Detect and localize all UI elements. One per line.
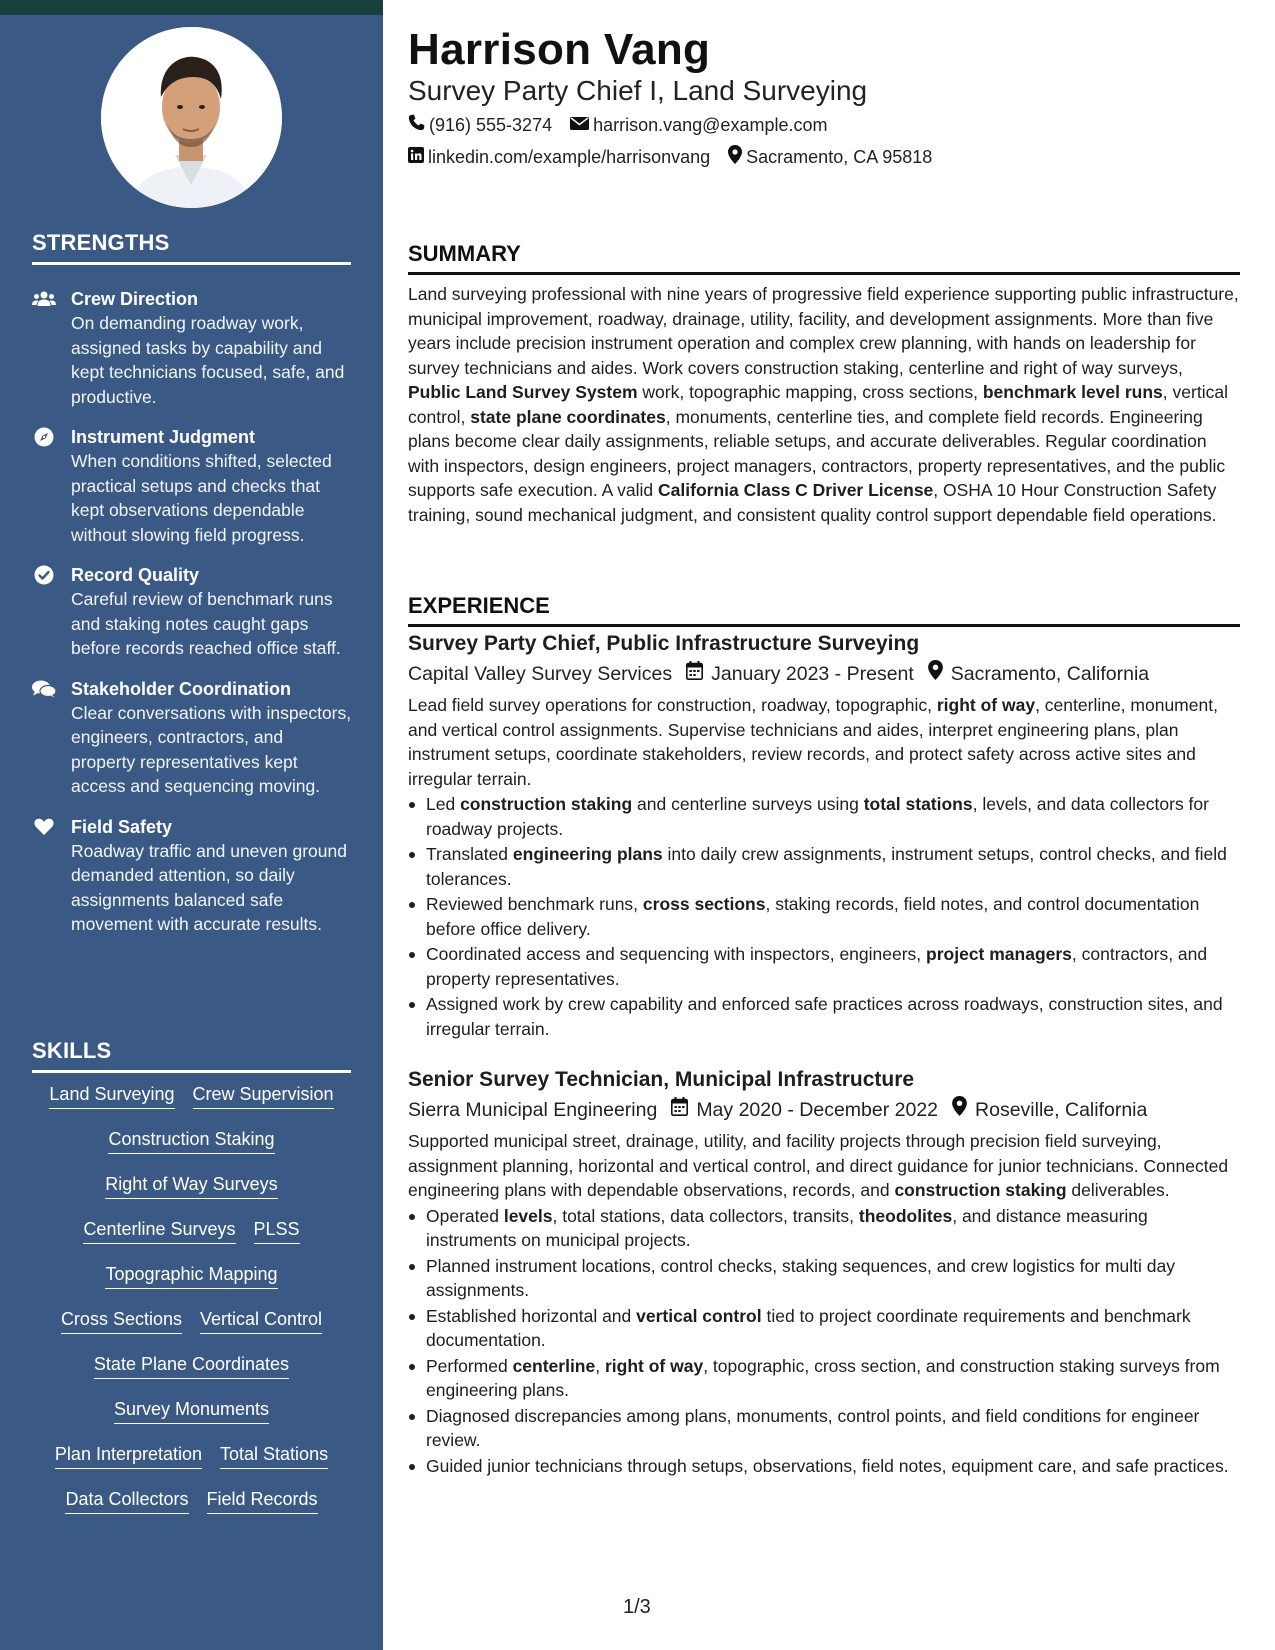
job-bullets <box>408 792 1240 1041</box>
skill-row <box>32 1128 351 1173</box>
strength-description: Roadway traffic and uneven ground demanded attention, so daily assignments balanced safe movement with accurate results. <box>71 840 347 934</box>
page-number: 1/3 <box>623 1596 651 1618</box>
calendar-icon <box>686 660 703 688</box>
bold-keyword: vertical control <box>636 1305 762 1326</box>
strength-item <box>32 425 352 547</box>
skill-tag: Topographic Mapping <box>105 1263 277 1289</box>
email-contact[interactable] <box>570 114 827 136</box>
company-name: Sierra Municipal Engineering <box>408 1099 658 1121</box>
skill-tag: Total Stations <box>220 1443 328 1469</box>
strength-title: Field Safety <box>71 816 173 837</box>
check-circle-icon <box>32 565 56 585</box>
strength-description: Clear conversations with inspectors, engineers, contractors, and property representatives kept access and sequencing moving. <box>71 702 352 796</box>
job-description: Supported municipal street, drainage, utility, and facility projects through precision field surveying, assignment planning, horizontal and vertical control, and direct guidance for junior technicians. Connected engineering plans with dependable observations, records, and construction staking deliverables. <box>408 1131 1229 1200</box>
bold-keyword: total stations <box>863 794 973 814</box>
job-dates-text: January 2023 - Present <box>711 663 914 685</box>
skill-tag: Data Collectors <box>65 1488 188 1514</box>
skill-tag: Field Records <box>207 1488 318 1514</box>
job-dates <box>686 660 914 688</box>
phone-icon <box>408 114 425 136</box>
heart-icon <box>32 817 56 837</box>
map-pin-icon <box>928 660 943 688</box>
strength-item <box>32 677 352 799</box>
skill-tag: PLSS <box>254 1218 300 1244</box>
skill-row <box>32 1173 351 1218</box>
bold-keyword: Public Land Survey System <box>408 382 638 402</box>
strength-title: Stakeholder Coordination <box>71 678 292 699</box>
strength-title: Instrument Judgment <box>71 427 256 447</box>
bold-keyword: centerline <box>512 1355 596 1376</box>
phone-text: (916) 555-3274 <box>429 115 553 135</box>
job-meta <box>408 660 1240 688</box>
bold-keyword: levels <box>503 1205 553 1226</box>
job-entry <box>408 630 1240 1042</box>
bold-keyword: project managers <box>926 944 1072 964</box>
skill-tag: Centerline Surveys <box>83 1218 235 1244</box>
bold-keyword: right of way <box>604 1355 704 1376</box>
bullet-item: Established horizontal and vertical control tied to project coordinate requirements and benchmark documentation. <box>408 1304 1240 1353</box>
job-description: Lead field survey operations for construction, roadway, topographic, right of way, centerline, monument, and vertical control assignments. Supervise technicians and aides, interpret engineering plans, plan instrument setups, coordinate stakeholders, review records, and protect safety across active sites and irregular terrain. <box>408 695 1218 789</box>
strength-title: Crew Direction <box>71 289 199 309</box>
skill-tag: Vertical Control <box>200 1308 322 1334</box>
candidate-name: Harrison Vang <box>408 25 711 74</box>
location-contact <box>728 145 932 169</box>
strength-item <box>32 563 352 661</box>
job-location-text: Sacramento, California <box>950 663 1150 685</box>
bold-keyword: theodolites <box>858 1205 953 1226</box>
bullet-item: Coordinated access and sequencing with inspectors, engineers, project managers, contractors, and property representatives. <box>408 942 1240 991</box>
location-text: Sacramento, CA 95818 <box>746 147 933 167</box>
skill-row <box>32 1443 351 1488</box>
bold-keyword: benchmark level runs <box>982 382 1163 402</box>
skill-row <box>32 1488 351 1533</box>
summary-heading: SUMMARY <box>408 241 1240 275</box>
skill-tag: Crew Supervision <box>193 1083 334 1109</box>
linkedin-contact[interactable] <box>408 145 710 169</box>
bullet-item: Diagnosed discrepancies among plans, monuments, control points, and field conditions for engineer review. <box>408 1404 1240 1453</box>
skill-tag: Construction Staking <box>108 1128 274 1154</box>
skills-heading: SKILLS <box>32 1038 351 1073</box>
job-dates <box>671 1096 938 1124</box>
job-location <box>952 1096 1147 1124</box>
strength-item <box>32 287 352 409</box>
skill-tag: Land Surveying <box>49 1083 174 1109</box>
strengths-list <box>32 287 352 953</box>
linkedin-text: linkedin.com/example/harrisonvang <box>428 147 711 167</box>
bold-keyword: cross sections <box>642 894 766 914</box>
bold-keyword: engineering plans <box>512 844 663 864</box>
skill-row <box>32 1218 351 1263</box>
skill-tag: Plan Interpretation <box>55 1443 202 1469</box>
skill-row <box>32 1083 351 1128</box>
skill-row <box>32 1263 351 1308</box>
map-pin-icon <box>952 1096 967 1124</box>
comments-icon <box>32 679 56 699</box>
bullet-item: Translated engineering plans into daily crew assignments, instrument setups, control checks, and field tolerances. <box>408 842 1240 891</box>
strength-item <box>32 815 352 937</box>
contact-row <box>408 114 827 136</box>
job-entry <box>408 1066 1240 1479</box>
company-name: Capital Valley Survey Services <box>408 663 673 685</box>
job-title: Senior Survey Technician, Municipal Infrastructure <box>408 1068 915 1091</box>
experience-heading: EXPERIENCE <box>408 593 1240 627</box>
bullet-item: Assigned work by crew capability and enforced safe practices across roadways, construction sites, and irregular terrain. <box>408 992 1240 1041</box>
skills-list <box>32 1083 351 1533</box>
bold-keyword: right of way <box>936 695 1036 715</box>
skill-row <box>32 1353 351 1398</box>
skill-row <box>32 1308 351 1353</box>
strength-description: On demanding roadway work, assigned tasks by capability and kept technicians focused, safe, and productive. <box>71 313 345 407</box>
map-pin-icon <box>728 145 742 169</box>
bold-keyword: construction staking <box>894 1180 1067 1200</box>
job-bullets <box>408 1204 1240 1479</box>
skill-row <box>32 1398 351 1443</box>
bold-keyword: construction staking <box>460 794 633 814</box>
strength-title: Record Quality <box>71 565 200 585</box>
job-location-text: Roseville, California <box>975 1099 1148 1121</box>
bold-keyword: state plane coordinates <box>470 406 666 427</box>
phone-contact[interactable] <box>408 114 552 136</box>
linkedin-icon <box>408 146 424 168</box>
contact-row <box>408 145 932 169</box>
strength-description: When conditions shifted, selected practical setups and checks that kept observations dependable without slowing field progress. <box>71 451 332 545</box>
strengths-heading: STRENGTHS <box>32 230 351 265</box>
skill-tag: Right of Way Surveys <box>105 1173 277 1199</box>
job-title: Survey Party Chief, Public Infrastructure Surveying <box>408 632 920 655</box>
bullet-item: Reviewed benchmark runs, cross sections, staking records, field notes, and control documentation before office delivery. <box>408 892 1240 941</box>
bullet-item: Planned instrument locations, control checks, staking sequences, and crew logistics for multi day assignments. <box>408 1254 1240 1303</box>
summary-text: Land surveying professional with nine years of progressive field experience supporting public infrastructure, municipal improvement, roadway, drainage, utility, facility, and development assignments. More than five years include precision instrument operation and complex crew planning, with hands on leadership for survey technicians and aides. Work covers construction staking, centerline and right of way surveys, Public Land Survey System work, topographic mapping, cross sections, benchmark level runs, vertical control, state plane coordinates, monuments, centerline ties, and complete field records. Engineering plans become clear daily assignments, reliable setups, and accurate deliverables. Regular coordination with inspectors, design engineers, project managers, contractors, property representatives, and the public supports safe execution. A valid California Class C Driver License, OSHA 10 Hour Construction Safety training, sound mechanical judgment, and consistent quality control support dependable field operations. <box>408 284 1239 525</box>
bullet-item: Led construction staking and centerline surveys using total stations, levels, and data collectors for roadway projects. <box>408 792 1240 841</box>
email-text: harrison.vang@example.com <box>593 115 828 135</box>
calendar-icon <box>671 1096 688 1124</box>
compass-icon <box>32 427 56 447</box>
envelope-icon <box>570 114 589 136</box>
strength-description: Careful review of benchmark runs and staking notes caught gaps before records reached office staff. <box>71 589 341 658</box>
users-icon <box>32 289 56 309</box>
bold-keyword: California Class C Driver License <box>658 480 934 500</box>
bullet-item: Guided junior technicians through setups, observations, field notes, equipment care, and safe practices. <box>408 1454 1240 1479</box>
skill-tag: Survey Monuments <box>114 1398 269 1424</box>
skill-tag: Cross Sections <box>61 1308 182 1334</box>
sidebar-top-bar <box>0 0 383 15</box>
candidate-title: Survey Party Chief I, Land Surveying <box>408 75 868 106</box>
job-meta <box>408 1096 1240 1124</box>
sidebar <box>0 0 383 1650</box>
job-dates-text: May 2020 - December 2022 <box>696 1099 939 1121</box>
bullet-item: Operated levels, total stations, data collectors, transits, theodolites, and distance measuring instruments on municipal projects. <box>408 1204 1240 1253</box>
skill-tag: State Plane Coordinates <box>94 1353 289 1379</box>
profile-photo <box>101 27 282 208</box>
job-location <box>928 660 1149 688</box>
bullet-item: Performed centerline, right of way, topographic, cross section, and construction staking surveys from engineering plans. <box>408 1354 1240 1403</box>
